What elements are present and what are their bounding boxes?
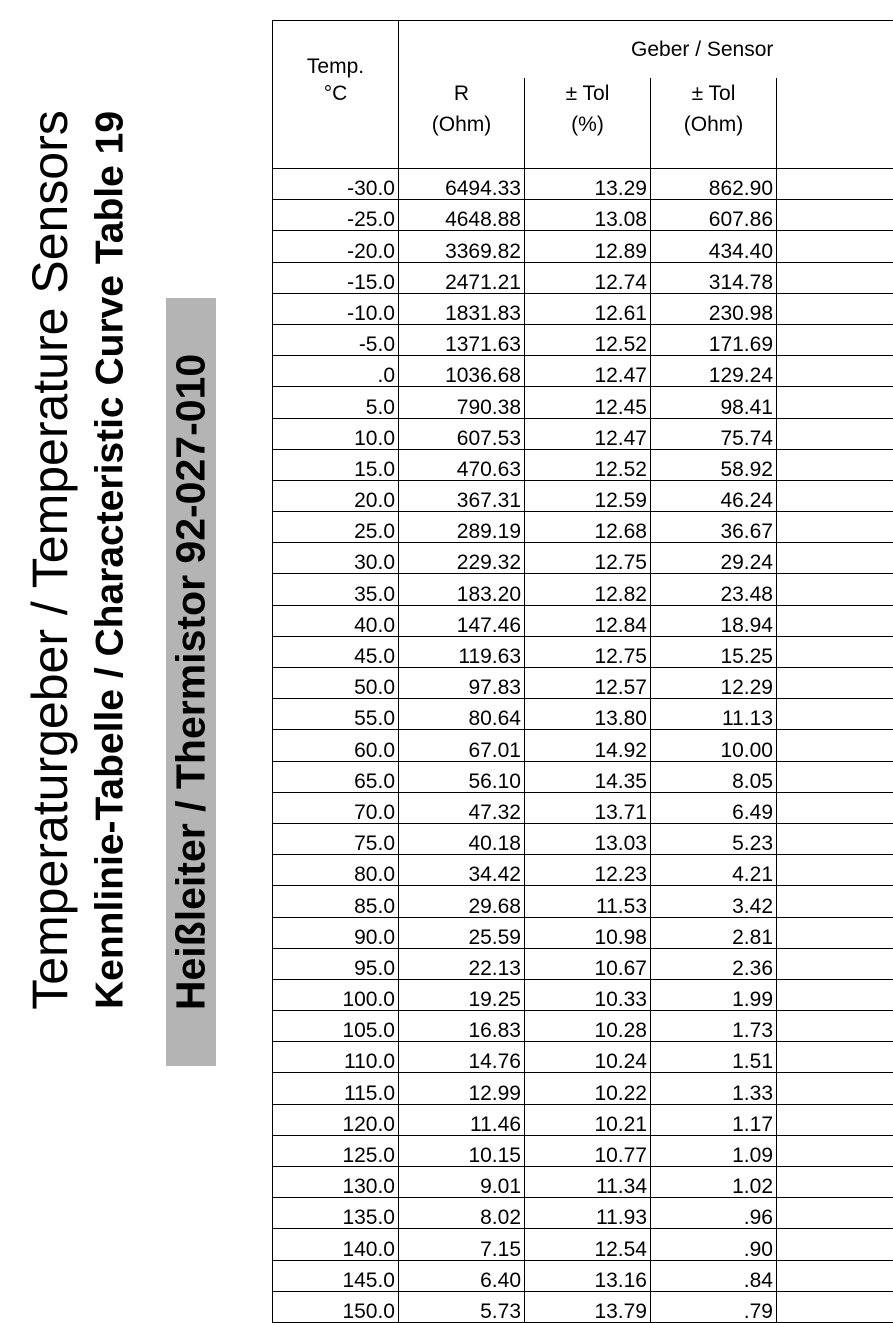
tolerance-ohm-cell: 10.00 bbox=[651, 730, 777, 761]
resistance-cell: 12.99 bbox=[399, 1073, 525, 1104]
extra-cell bbox=[777, 1104, 893, 1135]
tolerance-ohm-cell: 1.99 bbox=[651, 979, 777, 1010]
temp-cell: 5.0 bbox=[273, 387, 399, 418]
table-row bbox=[273, 169, 893, 200]
temp-header-label: Temp. bbox=[306, 55, 365, 78]
extra-cell bbox=[777, 1229, 893, 1260]
temp-cell: -25.0 bbox=[273, 200, 399, 231]
tolerance-ohm-column-header bbox=[651, 78, 777, 168]
tolerance-ohm-cell: 4.21 bbox=[651, 855, 777, 886]
tolerance-ohm-header-label: ± Tol bbox=[691, 82, 736, 106]
tolerance-ohm-cell: 1.17 bbox=[651, 1104, 777, 1135]
resistance-cell: 9.01 bbox=[399, 1167, 525, 1198]
page-title: Temperaturgeber / Temperature Sensors bbox=[22, 110, 78, 1010]
resistance-cell: 19.25 bbox=[399, 979, 525, 1010]
resistance-cell: 80.64 bbox=[399, 699, 525, 730]
tolerance-ohm-cell: 23.48 bbox=[651, 574, 777, 605]
tolerance-percent-cell: 11.93 bbox=[525, 1198, 651, 1229]
extra-cell bbox=[777, 449, 893, 480]
table-row bbox=[273, 418, 893, 449]
temp-cell: 105.0 bbox=[273, 1011, 399, 1042]
temp-cell: 50.0 bbox=[273, 668, 399, 699]
temp-cell: 125.0 bbox=[273, 1135, 399, 1166]
extra-cell bbox=[777, 605, 893, 636]
temp-cell: 10.0 bbox=[273, 418, 399, 449]
table-row bbox=[273, 979, 893, 1010]
table-row bbox=[273, 886, 893, 917]
temp-column-header bbox=[273, 21, 399, 169]
tolerance-percent-cell: 10.28 bbox=[525, 1011, 651, 1042]
extra-cell bbox=[777, 1011, 893, 1042]
tolerance-percent-cell: 12.61 bbox=[525, 293, 651, 324]
extra-cell bbox=[777, 1260, 893, 1291]
resistance-cell: 11.46 bbox=[399, 1104, 525, 1135]
temp-cell: -30.0 bbox=[273, 169, 399, 200]
table-row bbox=[273, 293, 893, 324]
resistance-cell: 67.01 bbox=[399, 730, 525, 761]
tolerance-ohm-cell: .90 bbox=[651, 1229, 777, 1260]
extra-cell bbox=[777, 886, 893, 917]
table-row bbox=[273, 512, 893, 543]
tolerance-percent-cell: 13.16 bbox=[525, 1260, 651, 1291]
table-row bbox=[273, 917, 893, 948]
resistance-cell: 6494.33 bbox=[399, 169, 525, 200]
resistance-cell: 147.46 bbox=[399, 605, 525, 636]
extra-column-header bbox=[777, 78, 893, 168]
table-body bbox=[273, 169, 893, 1323]
resistance-cell: 8.02 bbox=[399, 1198, 525, 1229]
resistance-cell: 1831.83 bbox=[399, 293, 525, 324]
tolerance-percent-cell: 10.21 bbox=[525, 1104, 651, 1135]
characteristic-table bbox=[272, 20, 893, 1323]
tolerance-percent-cell: 10.24 bbox=[525, 1042, 651, 1073]
tolerance-ohm-cell: 2.81 bbox=[651, 917, 777, 948]
temp-header-unit: °C bbox=[323, 82, 348, 106]
temp-cell: 150.0 bbox=[273, 1291, 399, 1322]
characteristic-table-container bbox=[272, 20, 800, 1323]
table-row bbox=[273, 761, 893, 792]
table-row bbox=[273, 324, 893, 355]
tolerance-percent-cell: 12.57 bbox=[525, 668, 651, 699]
temp-cell: 115.0 bbox=[273, 1073, 399, 1104]
resistance-cell: 367.31 bbox=[399, 480, 525, 511]
tolerance-ohm-cell: 8.05 bbox=[651, 761, 777, 792]
extra-cell bbox=[777, 730, 893, 761]
tolerance-percent-cell: 13.08 bbox=[525, 200, 651, 231]
tolerance-percent-cell: 12.23 bbox=[525, 855, 651, 886]
tolerance-ohm-cell: 230.98 bbox=[651, 293, 777, 324]
tolerance-ohm-cell: .79 bbox=[651, 1291, 777, 1322]
tolerance-ohm-cell: .96 bbox=[651, 1198, 777, 1229]
tolerance-percent-cell: 10.77 bbox=[525, 1135, 651, 1166]
temp-cell: 60.0 bbox=[273, 730, 399, 761]
table-row bbox=[273, 1198, 893, 1229]
table-row bbox=[273, 855, 893, 886]
resistance-cell: 25.59 bbox=[399, 917, 525, 948]
tolerance-percent-cell: 12.47 bbox=[525, 356, 651, 387]
table-row bbox=[273, 792, 893, 823]
temp-cell: 120.0 bbox=[273, 1104, 399, 1135]
tolerance-ohm-cell: 1.51 bbox=[651, 1042, 777, 1073]
resistance-cell: 289.19 bbox=[399, 512, 525, 543]
tolerance-ohm-cell: 6.49 bbox=[651, 792, 777, 823]
page-subtitle: Kennlinie-Tabelle / Characteristic Curve Table 19 bbox=[88, 110, 132, 1010]
table-row bbox=[273, 605, 893, 636]
tolerance-percent-cell: 10.22 bbox=[525, 1073, 651, 1104]
resistance-cell: 1371.63 bbox=[399, 324, 525, 355]
temp-cell: -5.0 bbox=[273, 324, 399, 355]
temp-cell: 80.0 bbox=[273, 855, 399, 886]
temp-cell: 110.0 bbox=[273, 1042, 399, 1073]
tolerance-ohm-cell: 1.09 bbox=[651, 1135, 777, 1166]
tolerance-ohm-cell: 98.41 bbox=[651, 387, 777, 418]
table-row bbox=[273, 668, 893, 699]
tolerance-percent-column-header bbox=[525, 78, 651, 168]
tolerance-percent-cell: 12.47 bbox=[525, 418, 651, 449]
resistance-cell: 34.42 bbox=[399, 855, 525, 886]
extra-cell bbox=[777, 1073, 893, 1104]
tolerance-percent-cell: 12.54 bbox=[525, 1229, 651, 1260]
tolerance-percent-cell: 12.45 bbox=[525, 387, 651, 418]
resistance-header-unit: (Ohm) bbox=[431, 112, 492, 136]
temp-cell: 25.0 bbox=[273, 512, 399, 543]
tolerance-ohm-cell: 171.69 bbox=[651, 324, 777, 355]
table-row bbox=[273, 231, 893, 262]
temp-cell: 65.0 bbox=[273, 761, 399, 792]
tolerance-ohm-cell: .84 bbox=[651, 1260, 777, 1291]
tolerance-percent-cell: 10.98 bbox=[525, 917, 651, 948]
extra-cell bbox=[777, 979, 893, 1010]
tolerance-percent-cell: 14.92 bbox=[525, 730, 651, 761]
resistance-cell: 16.83 bbox=[399, 1011, 525, 1042]
tolerance-percent-cell: 12.74 bbox=[525, 262, 651, 293]
resistance-cell: 183.20 bbox=[399, 574, 525, 605]
temp-cell: -15.0 bbox=[273, 262, 399, 293]
temp-cell: -10.0 bbox=[273, 293, 399, 324]
tolerance-percent-cell: 10.67 bbox=[525, 948, 651, 979]
table-row bbox=[273, 636, 893, 667]
tolerance-ohm-cell: 3.42 bbox=[651, 886, 777, 917]
tolerance-ohm-cell: 15.25 bbox=[651, 636, 777, 667]
tolerance-percent-cell: 13.71 bbox=[525, 792, 651, 823]
resistance-cell: 229.32 bbox=[399, 543, 525, 574]
temp-cell: 15.0 bbox=[273, 449, 399, 480]
tolerance-ohm-cell: 58.92 bbox=[651, 449, 777, 480]
tolerance-percent-cell: 12.84 bbox=[525, 605, 651, 636]
tolerance-percent-cell: 10.33 bbox=[525, 979, 651, 1010]
tolerance-ohm-cell: 36.67 bbox=[651, 512, 777, 543]
table-row bbox=[273, 823, 893, 854]
tolerance-ohm-cell: 46.24 bbox=[651, 480, 777, 511]
table-row bbox=[273, 1229, 893, 1260]
table-row bbox=[273, 1042, 893, 1073]
extra-cell bbox=[777, 543, 893, 574]
tolerance-percent-header-label: ± Tol bbox=[565, 82, 610, 106]
extra-cell bbox=[777, 1167, 893, 1198]
temp-cell: 85.0 bbox=[273, 886, 399, 917]
tolerance-percent-cell: 11.34 bbox=[525, 1167, 651, 1198]
tolerance-ohm-cell: 607.86 bbox=[651, 200, 777, 231]
temp-cell: 55.0 bbox=[273, 699, 399, 730]
temp-cell: 95.0 bbox=[273, 948, 399, 979]
extra-cell bbox=[777, 792, 893, 823]
tolerance-percent-cell: 13.80 bbox=[525, 699, 651, 730]
temp-cell: -20.0 bbox=[273, 231, 399, 262]
resistance-cell: 40.18 bbox=[399, 823, 525, 854]
table-row bbox=[273, 1291, 893, 1322]
sensor-group-header: Geber / Sensor bbox=[399, 21, 893, 79]
resistance-cell: 1036.68 bbox=[399, 356, 525, 387]
resistance-cell: 29.68 bbox=[399, 886, 525, 917]
tolerance-percent-cell: 12.82 bbox=[525, 574, 651, 605]
resistance-cell: 3369.82 bbox=[399, 231, 525, 262]
tolerance-ohm-cell: 1.02 bbox=[651, 1167, 777, 1198]
resistance-cell: 607.53 bbox=[399, 418, 525, 449]
tolerance-ohm-cell: 11.13 bbox=[651, 699, 777, 730]
extra-cell bbox=[777, 169, 893, 200]
extra-cell bbox=[777, 855, 893, 886]
tolerance-ohm-header-unit: (Ohm) bbox=[683, 112, 744, 136]
tolerance-ohm-cell: 12.29 bbox=[651, 668, 777, 699]
resistance-cell: 5.73 bbox=[399, 1291, 525, 1322]
tolerance-percent-cell: 13.29 bbox=[525, 169, 651, 200]
tolerance-percent-cell: 14.35 bbox=[525, 761, 651, 792]
resistance-cell: 6.40 bbox=[399, 1260, 525, 1291]
table-row bbox=[273, 1011, 893, 1042]
temp-cell: 75.0 bbox=[273, 823, 399, 854]
temp-cell: 130.0 bbox=[273, 1167, 399, 1198]
extra-cell bbox=[777, 1042, 893, 1073]
temp-cell: 135.0 bbox=[273, 1198, 399, 1229]
extra-cell bbox=[777, 324, 893, 355]
extra-cell bbox=[777, 293, 893, 324]
table-row bbox=[273, 1104, 893, 1135]
tolerance-ohm-cell: 75.74 bbox=[651, 418, 777, 449]
tolerance-ohm-cell: 5.23 bbox=[651, 823, 777, 854]
table-row bbox=[273, 262, 893, 293]
temp-cell: .0 bbox=[273, 356, 399, 387]
extra-cell bbox=[777, 823, 893, 854]
table-row bbox=[273, 1167, 893, 1198]
tolerance-ohm-cell: 1.33 bbox=[651, 1073, 777, 1104]
resistance-cell: 470.63 bbox=[399, 449, 525, 480]
extra-cell bbox=[777, 1135, 893, 1166]
extra-cell bbox=[777, 200, 893, 231]
table-row bbox=[273, 480, 893, 511]
temp-cell: 90.0 bbox=[273, 917, 399, 948]
tolerance-percent-cell: 13.79 bbox=[525, 1291, 651, 1322]
tolerance-ohm-cell: 862.90 bbox=[651, 169, 777, 200]
extra-cell bbox=[777, 231, 893, 262]
extra-cell bbox=[777, 480, 893, 511]
table-row bbox=[273, 1260, 893, 1291]
tolerance-percent-cell: 12.75 bbox=[525, 543, 651, 574]
extra-cell bbox=[777, 668, 893, 699]
table-row bbox=[273, 387, 893, 418]
resistance-cell: 119.63 bbox=[399, 636, 525, 667]
extra-cell bbox=[777, 1291, 893, 1322]
temp-cell: 100.0 bbox=[273, 979, 399, 1010]
table-row bbox=[273, 543, 893, 574]
tolerance-ohm-cell: 1.73 bbox=[651, 1011, 777, 1042]
tolerance-ohm-cell: 129.24 bbox=[651, 356, 777, 387]
resistance-cell: 4648.88 bbox=[399, 200, 525, 231]
temp-cell: 30.0 bbox=[273, 543, 399, 574]
part-label: Heißleiter / Thermistor 92-027-010 bbox=[167, 353, 214, 1011]
temp-cell: 145.0 bbox=[273, 1260, 399, 1291]
table-row bbox=[273, 449, 893, 480]
extra-cell bbox=[777, 636, 893, 667]
temp-cell: 70.0 bbox=[273, 792, 399, 823]
extra-cell bbox=[777, 761, 893, 792]
table-row bbox=[273, 948, 893, 979]
table-row bbox=[273, 699, 893, 730]
resistance-cell: 2471.21 bbox=[399, 262, 525, 293]
extra-cell bbox=[777, 699, 893, 730]
table-row bbox=[273, 200, 893, 231]
temp-cell: 20.0 bbox=[273, 480, 399, 511]
extra-cell bbox=[777, 418, 893, 449]
tolerance-ohm-cell: 18.94 bbox=[651, 605, 777, 636]
tolerance-percent-cell: 13.03 bbox=[525, 823, 651, 854]
resistance-header-label: R bbox=[453, 82, 470, 106]
tolerance-ohm-cell: 29.24 bbox=[651, 543, 777, 574]
tolerance-percent-cell: 12.68 bbox=[525, 512, 651, 543]
extra-cell bbox=[777, 356, 893, 387]
resistance-cell: 22.13 bbox=[399, 948, 525, 979]
tolerance-ohm-cell: 314.78 bbox=[651, 262, 777, 293]
tolerance-percent-cell: 11.53 bbox=[525, 886, 651, 917]
temp-cell: 35.0 bbox=[273, 574, 399, 605]
resistance-cell: 14.76 bbox=[399, 1042, 525, 1073]
resistance-cell: 56.10 bbox=[399, 761, 525, 792]
tolerance-percent-cell: 12.52 bbox=[525, 324, 651, 355]
table-row bbox=[273, 356, 893, 387]
resistance-cell: 7.15 bbox=[399, 1229, 525, 1260]
table-row bbox=[273, 574, 893, 605]
table-row bbox=[273, 730, 893, 761]
tolerance-percent-cell: 12.75 bbox=[525, 636, 651, 667]
extra-cell bbox=[777, 917, 893, 948]
table-row bbox=[273, 1135, 893, 1166]
temp-cell: 45.0 bbox=[273, 636, 399, 667]
resistance-column-header bbox=[399, 78, 525, 168]
extra-cell bbox=[777, 1198, 893, 1229]
extra-cell bbox=[777, 262, 893, 293]
extra-cell bbox=[777, 574, 893, 605]
resistance-cell: 10.15 bbox=[399, 1135, 525, 1166]
extra-cell bbox=[777, 387, 893, 418]
tolerance-percent-header-unit: (%) bbox=[571, 112, 604, 136]
tolerance-percent-cell: 12.89 bbox=[525, 231, 651, 262]
resistance-cell: 790.38 bbox=[399, 387, 525, 418]
tolerance-ohm-cell: 2.36 bbox=[651, 948, 777, 979]
temp-cell: 140.0 bbox=[273, 1229, 399, 1260]
tolerance-ohm-cell: 434.40 bbox=[651, 231, 777, 262]
resistance-cell: 47.32 bbox=[399, 792, 525, 823]
extra-cell bbox=[777, 512, 893, 543]
tolerance-percent-cell: 12.52 bbox=[525, 449, 651, 480]
table-row bbox=[273, 1073, 893, 1104]
tolerance-percent-cell: 12.59 bbox=[525, 480, 651, 511]
resistance-cell: 97.83 bbox=[399, 668, 525, 699]
extra-cell bbox=[777, 948, 893, 979]
temp-cell: 40.0 bbox=[273, 605, 399, 636]
